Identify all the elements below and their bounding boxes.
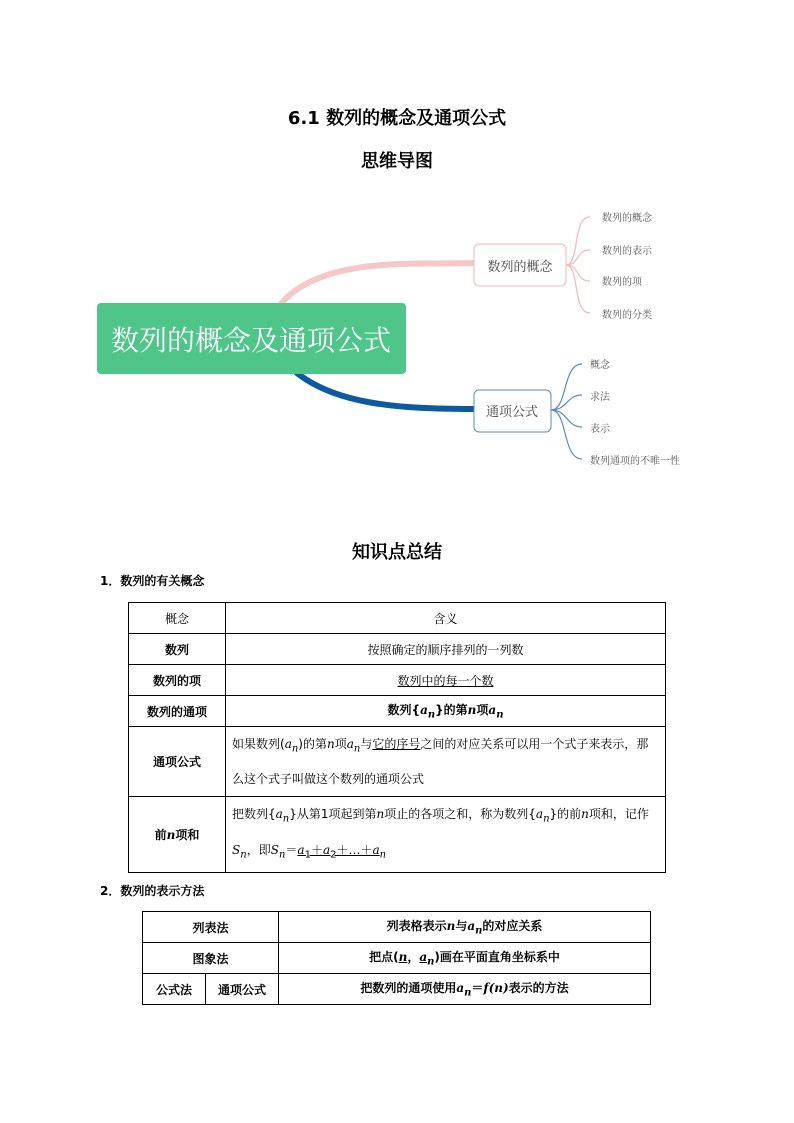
meaning-text: 数列中的每一个数 xyxy=(397,673,494,688)
table-row xyxy=(129,696,666,727)
text-part: 项和，记作 xyxy=(588,807,649,822)
table-row xyxy=(129,727,666,797)
term-cell: 数列的项 xyxy=(129,665,226,696)
text-part: ＋…＋ xyxy=(336,842,373,857)
header-cell: 含义 xyxy=(226,603,666,634)
document-title: 6.1 数列的概念及通项公式 xyxy=(287,108,507,129)
math-sub: n xyxy=(379,849,387,861)
term-cell xyxy=(129,797,226,873)
formula-child-1: 概念 xyxy=(590,360,610,371)
meaning-cell xyxy=(226,727,666,797)
text-part: 把数列的通项使用 xyxy=(360,981,457,996)
math-n: n xyxy=(376,807,385,822)
text-part: ＋ xyxy=(310,842,323,857)
math-a: a xyxy=(488,703,497,718)
math-sub: n xyxy=(291,743,299,755)
representation-table xyxy=(142,911,651,1005)
text-part: )画在平面直角坐标系中 xyxy=(434,950,560,965)
math-a: a xyxy=(297,842,305,857)
concept-child-4: 数列的分类 xyxy=(602,310,652,321)
mindmap-heading: 思维导图 xyxy=(361,151,433,172)
text-part: 项止的各项之和，称为数列{ xyxy=(384,807,536,822)
math-sub: n xyxy=(543,813,550,825)
method-cell: 图象法 xyxy=(143,943,279,974)
branch-formula-label: 通项公式 xyxy=(485,405,539,420)
connector-concept xyxy=(280,263,474,305)
table-row xyxy=(129,634,666,665)
mind-map xyxy=(0,195,794,485)
math-sub: n xyxy=(475,925,483,937)
submethod-cell: 通项公式 xyxy=(206,974,279,1005)
math-sub: n xyxy=(427,956,435,968)
math-sub: n xyxy=(240,849,247,861)
math-a: a xyxy=(467,919,476,934)
sum-formula xyxy=(297,842,387,861)
text-part: 数列{ xyxy=(387,703,421,718)
math-n: n xyxy=(398,950,408,965)
math-a: a xyxy=(420,703,428,718)
desc-cell xyxy=(279,912,651,943)
math-sub: 1 xyxy=(304,849,311,861)
concept-child-3: 数列的项 xyxy=(602,277,642,288)
math-a: a xyxy=(275,807,283,822)
math-n: n xyxy=(446,919,456,934)
math-sub: n xyxy=(427,709,436,721)
concept-child-2: 数列的表示 xyxy=(602,246,652,257)
text-part: 项 xyxy=(476,703,489,718)
term-cell: 数列 xyxy=(129,634,226,665)
math-sub: n xyxy=(282,813,290,825)
text-part: )的第 xyxy=(298,737,327,751)
bracket-formula xyxy=(551,364,582,459)
method-cell: 公式法 xyxy=(143,974,206,1005)
math-f: f xyxy=(483,981,489,996)
math-n: n xyxy=(581,807,589,822)
math-a: a xyxy=(535,807,544,822)
text-part: }从第1项起到第 xyxy=(289,807,377,822)
root-label: 数列的概念及通项公式 xyxy=(110,324,392,357)
text-part: 与 xyxy=(455,919,468,934)
math-S: S xyxy=(270,842,279,857)
math-sub: n xyxy=(496,709,504,721)
text-part: 列表格表示 xyxy=(386,919,447,934)
text-part: 表示的方法 xyxy=(508,981,569,996)
math-a: a xyxy=(284,737,292,751)
math-a: a xyxy=(372,842,380,857)
table-row xyxy=(143,974,651,1005)
math-a: a xyxy=(419,950,428,965)
text-part: ＝ xyxy=(471,981,484,996)
term-cell: 数列的通项 xyxy=(129,696,226,727)
meaning-cell xyxy=(226,797,666,873)
method-cell: 列表法 xyxy=(143,912,279,943)
formula-child-2: 求法 xyxy=(590,392,610,403)
header-cell: 概念 xyxy=(129,603,226,634)
text-part: 项和 xyxy=(175,828,200,843)
math-sub: 2 xyxy=(330,849,337,861)
text-part: }的第 xyxy=(435,703,468,718)
text-part: 项 xyxy=(334,737,347,751)
formula-child-3: 表示 xyxy=(590,424,610,435)
text-part: 如果数列( xyxy=(232,737,285,751)
meaning-cell xyxy=(226,696,666,727)
table-row xyxy=(129,797,666,873)
desc-cell xyxy=(279,943,651,974)
math-an xyxy=(419,950,435,968)
math-sub: n xyxy=(353,743,361,755)
math-S: S xyxy=(232,842,241,857)
math-fn: (n) xyxy=(488,981,509,996)
underlined-text: 它的序号 xyxy=(372,737,421,751)
term-cell: 通项公式 xyxy=(129,727,226,797)
math-a: a xyxy=(346,737,354,751)
text-part: 与 xyxy=(360,737,373,751)
branch-concept-label: 数列的概念 xyxy=(487,260,553,275)
math-n: n xyxy=(467,703,477,718)
text-part: 之间的对应关系可以用一个式子来表示，那么这个式子叫做这个数列的通项公式 xyxy=(232,737,649,787)
math-n: n xyxy=(326,737,335,751)
bracket-concept xyxy=(566,217,590,313)
text-part: ＝ xyxy=(285,842,298,857)
text-part: 前 xyxy=(154,828,167,843)
math-sub: n xyxy=(278,849,286,861)
meaning-cell: 按照确定的顺序排列的一列数 xyxy=(226,634,666,665)
formula-child-4: 数列通项的不唯一性 xyxy=(590,456,680,467)
table-row xyxy=(143,912,651,943)
text-part: 把点( xyxy=(369,950,399,965)
desc-cell xyxy=(279,974,651,1005)
text-part: ， xyxy=(407,950,420,965)
math-a: a xyxy=(322,842,331,857)
section1-heading: 1．数列的有关概念 xyxy=(100,574,205,588)
text-part: ，即 xyxy=(246,842,271,857)
table-row xyxy=(129,603,666,634)
concept-child-1: 数列的概念 xyxy=(602,213,652,224)
text-part: 把数列{ xyxy=(232,807,276,822)
meaning-cell xyxy=(226,665,666,696)
summary-heading: 知识点总结 xyxy=(352,542,442,563)
math-sub: n xyxy=(464,987,472,999)
table-row xyxy=(143,943,651,974)
text-part: }的前 xyxy=(549,807,582,822)
section2-heading: 2．数列的表示方法 xyxy=(100,884,205,898)
math-a: a xyxy=(456,981,465,996)
concepts-table xyxy=(128,602,666,873)
text-part: 的对应关系 xyxy=(482,919,543,934)
table-row xyxy=(129,665,666,696)
math-n: n xyxy=(166,828,176,843)
